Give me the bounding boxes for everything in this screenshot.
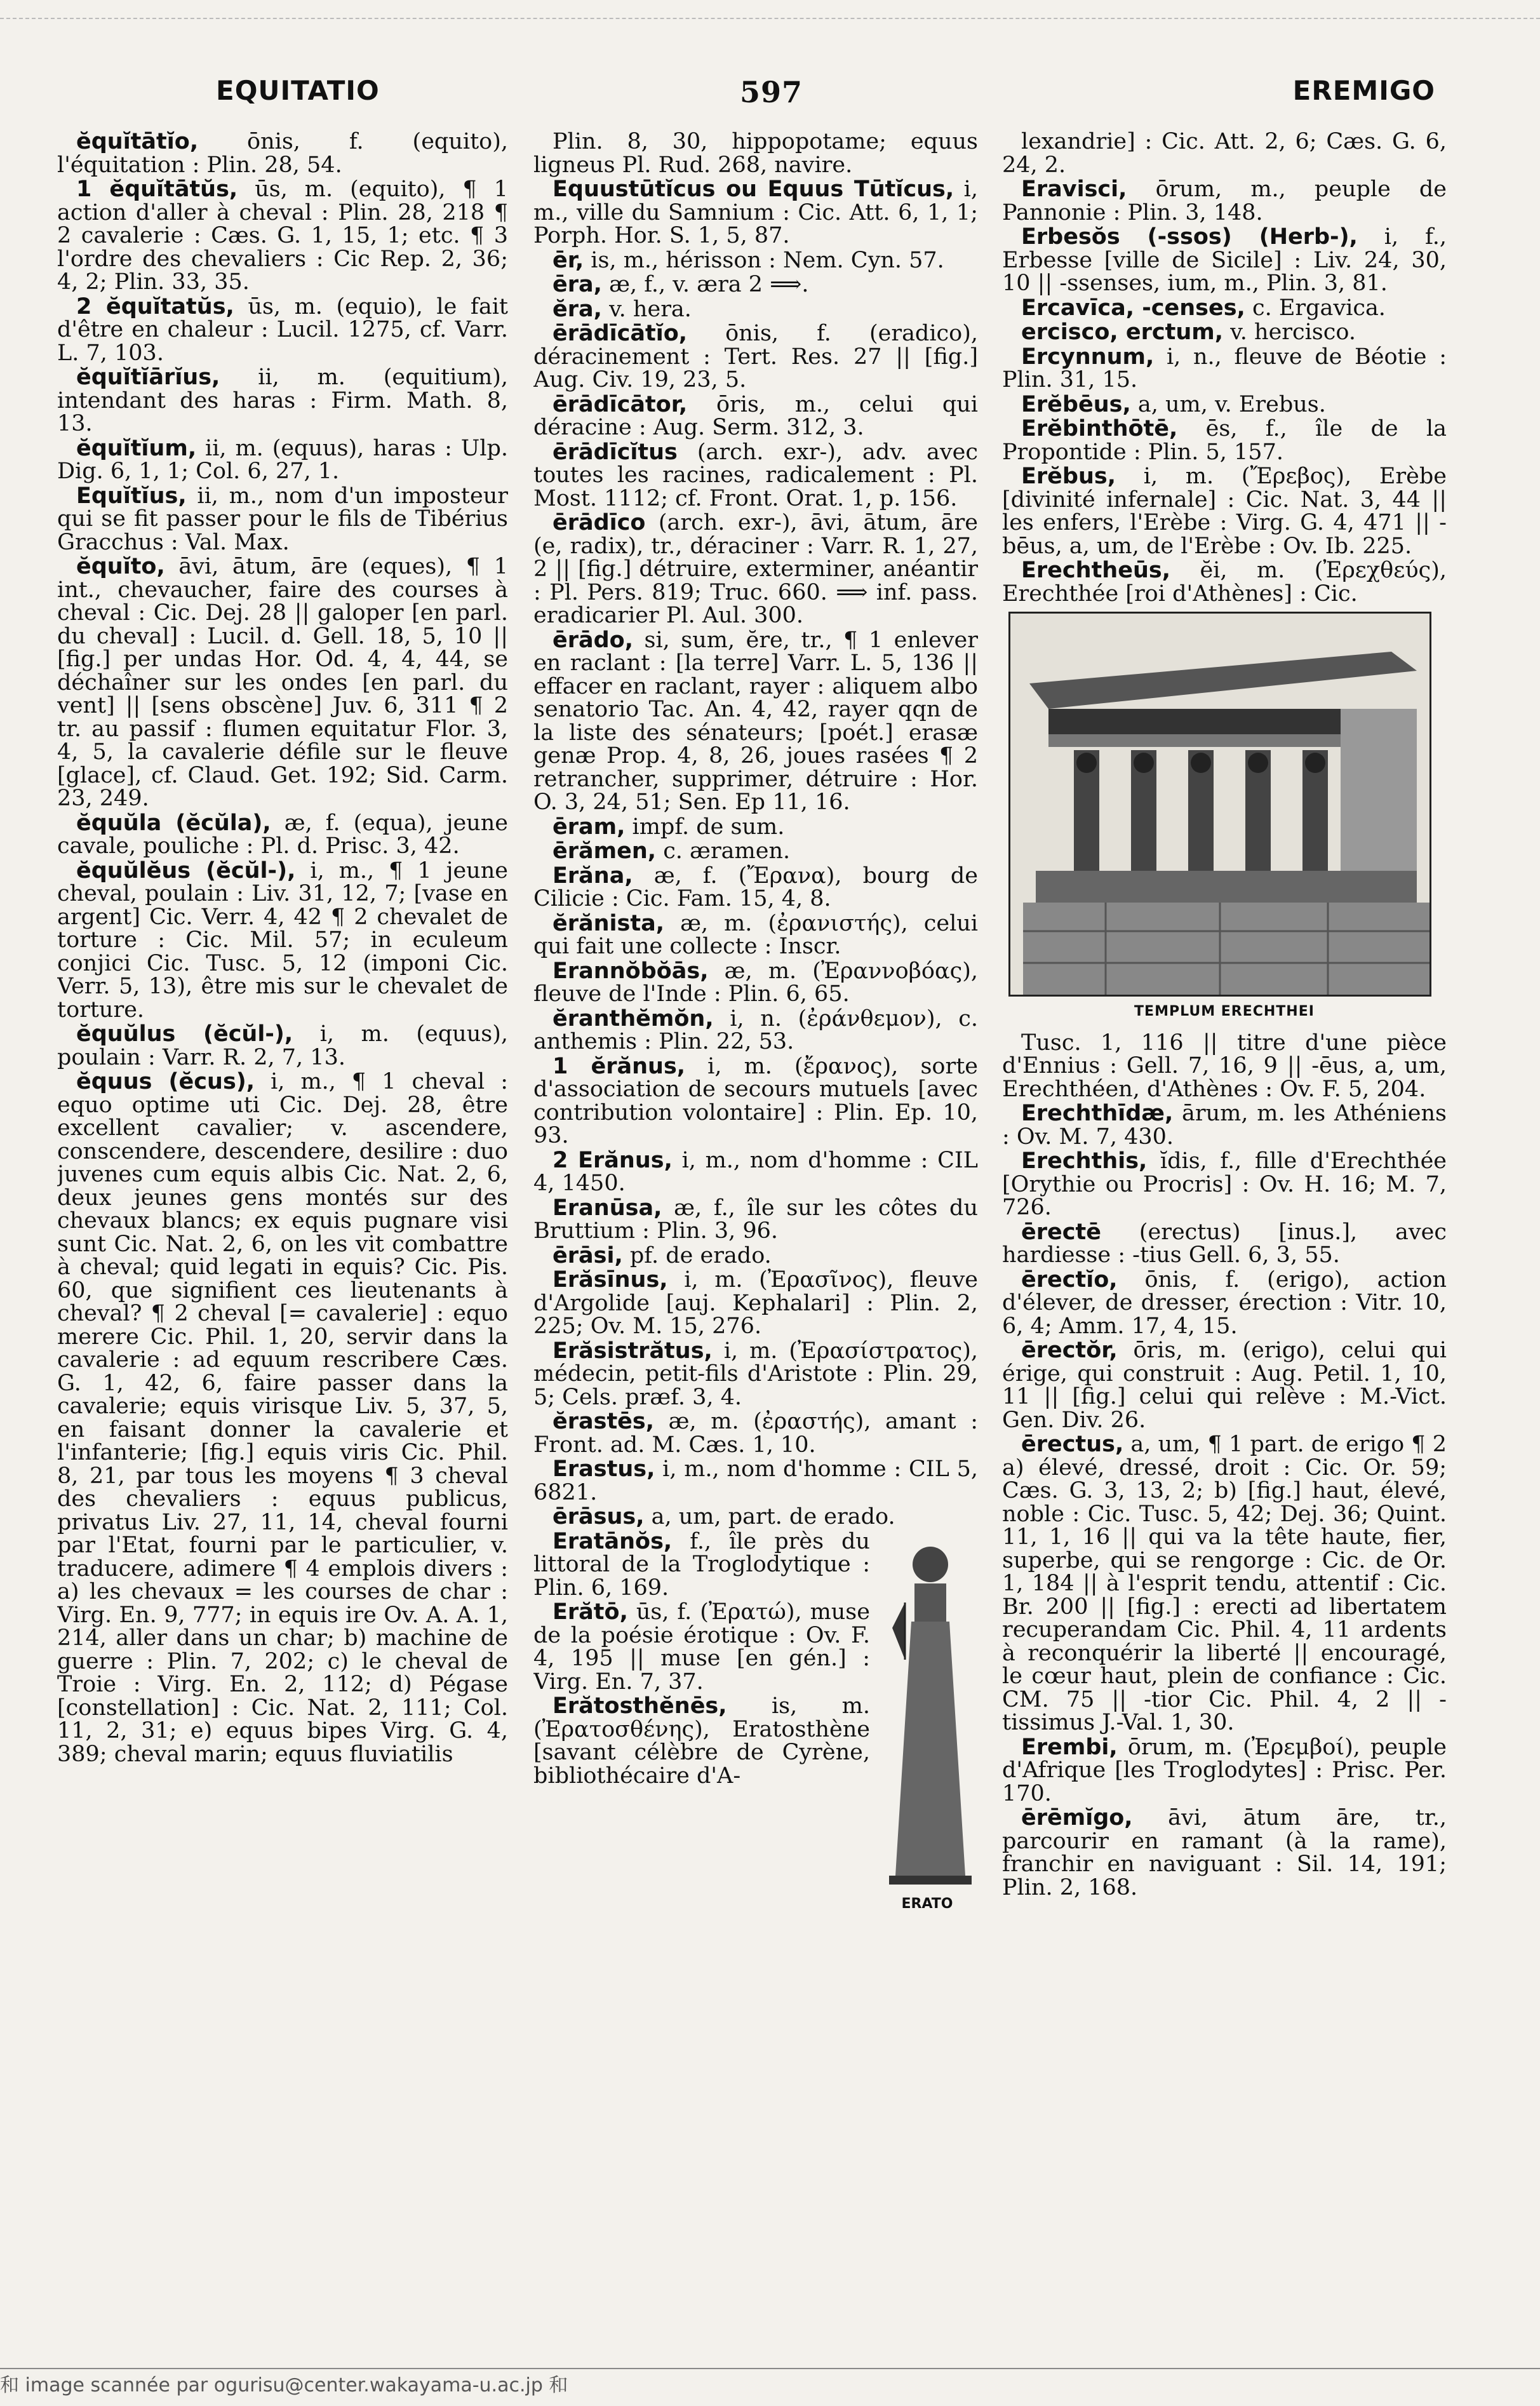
entry-definition: i, n. (ἐράνθεμον), c. anthemis : Plin. 22, 53. <box>533 1005 978 1054</box>
dictionary-entry <box>533 249 978 272</box>
entry-headword: ĕquĭtātĭo, <box>76 130 199 154</box>
dictionary-entry <box>533 864 978 911</box>
dictionary-entry <box>1002 393 1447 417</box>
dictionary-entry <box>57 485 508 554</box>
entry-headword: Equustūtĭcus ou Equus Tūtĭcus, <box>552 177 954 202</box>
entry-definition: ēs, f., île de la Propontide : Plin. 5, 157. <box>1002 416 1447 465</box>
entry-headword: Erembi, <box>1021 1734 1118 1760</box>
entry-definition: c. æramen. <box>663 838 791 864</box>
dictionary-entry <box>1002 1221 1447 1267</box>
entry-headword: Ercynnum, <box>1021 344 1155 370</box>
entry-definition: ōrum, m. (Ἐρεμβοί), peuple d'Afrique [les Troglodytes] : Prisc. Per. 170. <box>1002 1734 1447 1806</box>
entry-headword: Eratānŏs, <box>552 1528 673 1554</box>
dictionary-entry <box>533 178 978 248</box>
entry-headword: Eravisci, <box>1021 177 1127 202</box>
column-3-entries-bottom <box>1002 1032 1447 1900</box>
running-head-right: EREMIGO <box>1292 75 1435 106</box>
entry-headword: Erătosthĕnēs, <box>552 1693 727 1719</box>
entry-definition: a, um, part. de erado. <box>651 1504 895 1529</box>
entry-definition: v. hera. <box>609 296 692 322</box>
page-number: 597 <box>740 75 803 109</box>
entry-headword: Erĕbinthōtē, <box>1021 416 1178 441</box>
dictionary-entry <box>1002 346 1447 392</box>
entry-definition: āvi, ātum, āre (eques), ¶ 1 int., chevaucher, faire des courses à cheval : Cic. Dej. 28 || galoper [en parl. du cheval] : Lucil. d. Gell. 18, 5, 10 || [fig.] per undas Hor. Od. 4, 4, 44, se déchaîner sur les ondes [en parl. du vent] || [sens obscène] Juv. 6, 311 ¶ 2 tr. au passif : flumen equitatur Flor. 3, 4, 5, la cavalerie défile sur le fleuve [glace], cf. Claud. Get. 192; Sid. Carm. 23, 249. <box>57 554 508 811</box>
entry-headword: ĕranthĕmŏn, <box>552 1005 714 1032</box>
erato-illustration <box>876 1533 978 1916</box>
entry-definition: æ, f., v. æra 2 ⟹. <box>609 272 809 297</box>
dictionary-entry <box>533 960 978 1006</box>
entry-definition: æ, f., île sur les côtes du Bruttium : Plin. 3, 96. <box>533 1195 978 1244</box>
entry-definition: (arch. exr-), adv. avec toutes les racines, radicalement : Pl. Most. 1112; cf. Front. Orat. 1, p. 156. <box>533 439 978 511</box>
dictionary-entry <box>533 1197 978 1243</box>
dictionary-column-3 <box>1002 130 1447 2372</box>
entry-definition: ii, m. (equitium), intendant des haras : Firm. Math. 8, 13. <box>57 365 508 436</box>
temple-illustration <box>1008 612 1431 997</box>
entry-definition: is, m., hérisson : Nem. Cyn. 57. <box>591 247 944 273</box>
entry-headword: ĕquŭlĕus (ĕcŭl-), <box>76 857 296 884</box>
entry-headword: Erbesŏs (-ssos) (Herb-), <box>1021 224 1358 250</box>
dictionary-entry <box>1002 130 1447 177</box>
dictionary-entry <box>57 178 508 294</box>
dictionary-entry <box>533 816 978 839</box>
muse-erato-icon <box>880 1533 975 1888</box>
entry-definition: c. Ergavica. <box>1252 295 1386 321</box>
dictionary-entry <box>1002 1150 1447 1220</box>
entry-definition: a, um, ¶ 1 part. de erigo ¶ 2 a) élevé, dressé, droit : Cic. Or. 59; Cæs. G. 3, 13, 2; b) [fig.] haut, élevé, noble : Cic. Tusc. 5, 42; Dej. 36; Quint. 11, 1, 16 || qui va la tête haute, fier, superbe, qui se rengorge : Cic. de Or. 1, 184 || à l'esprit tendu, attentif : Cic. Br. 200 || [fig.] : erecti ad libertatem recuperandam Cic. Phil. 4, 11 ardents à reconquérir la liberté || encouragé, le cœur haut, plein de confiance : Cic. CM. 75 || -tior Cic. Phil. 4, 2 || -tissimus J.-Val. 1, 30. <box>1002 1432 1447 1735</box>
entry-definition: i, m. (equus), poulain : Varr. R. 2, 7, 13. <box>57 1021 508 1070</box>
dictionary-entry <box>533 298 978 321</box>
entry-definition: i, m., nom d'homme : CIL 5, 6821. <box>533 1456 978 1505</box>
entry-headword: ĕquĭtĭum, <box>76 435 197 461</box>
entry-definition: æ, f. (Ἔρανα), bourg de Cilicie : Cic. Fam. 15, 4, 8. <box>533 863 978 911</box>
entry-headword: ĕrastēs, <box>552 1409 655 1434</box>
dictionary-entry <box>1002 417 1447 464</box>
dictionary-entry <box>1002 1736 1447 1806</box>
entry-headword: ērectus, <box>1021 1432 1124 1457</box>
running-head-left: EQUITATIO <box>216 75 380 106</box>
dictionary-entry <box>57 437 508 483</box>
entry-headword: ĕquŭla (ĕcŭla), <box>76 810 271 836</box>
dictionary-entry <box>57 812 508 858</box>
entry-headword: Ercavīca, -censes, <box>1021 295 1245 321</box>
column-2-entries <box>533 130 978 1912</box>
entry-definition: i, m., ville du Samnium : Cic. Att. 6, 1, 1; Porph. Hor. S. 1, 5, 87. <box>533 177 978 248</box>
entry-headword: Erĕbēus, <box>1021 391 1131 417</box>
dictionary-entry <box>1002 321 1447 344</box>
entry-definition: v. hercisco. <box>1230 319 1356 345</box>
dictionary-entry <box>533 1244 978 1268</box>
scan-edge-line <box>0 18 1540 19</box>
dictionary-entry <box>1002 1268 1447 1338</box>
entry-definition: ĭdis, f., fille d'Erechthée [Orythie ou Procris] : Ov. H. 16; M. 7, 726. <box>1002 1148 1447 1220</box>
dictionary-column-2 <box>533 130 978 2372</box>
entry-headword: ērādīcĭtus <box>552 439 678 465</box>
entry-headword: ērādīcātor, <box>552 391 688 417</box>
entry-definition: æ, m. (ἐρανιστής), celui qui fait une collecte : Inscr. <box>533 910 978 959</box>
entry-definition: Tusc. 1, 116 || titre d'une pièce d'Ennius : Gell. 7, 16, 9 || -ēus, a, um, Erechthéen, d'Athènes : Ov. F. 5, 204. <box>1002 1030 1447 1102</box>
entry-definition: (erectus) [inus.], avec hardiesse : -tius Gell. 6, 3, 55. <box>1002 1219 1447 1268</box>
dictionary-column-1 <box>57 130 508 2372</box>
entry-headword: ērādīco <box>552 510 646 535</box>
entry-headword: Erĕbus, <box>1021 464 1116 489</box>
dictionary-entry <box>57 366 508 436</box>
dictionary-entry <box>533 1458 978 1504</box>
scan-credit: 和 image scannée par ogurisu@center.wakayama-u.ac.jp 和 <box>0 2374 568 2396</box>
entry-headword: 2 Erănus, <box>552 1147 673 1173</box>
dictionary-entry <box>1002 1102 1447 1148</box>
entry-definition: ōris, m., celui qui déracine : Aug. Serm. 312, 3. <box>533 391 978 440</box>
dictionary-entry <box>533 441 978 511</box>
dictionary-entry <box>533 130 978 177</box>
entry-definition: i, m. (Ἐρασίστρατος), médecin, petit-fils d'Aristote : Plin. 29, 5; Cels. præf. 3, 4. <box>533 1338 978 1410</box>
dictionary-entry <box>533 1340 978 1409</box>
erato-caption: ERATO <box>901 1896 953 1912</box>
dictionary-entry <box>1002 465 1447 558</box>
entry-headword: Erannŏbŏās, <box>552 958 709 984</box>
entry-headword: ĕquus (ĕcus), <box>76 1069 255 1094</box>
entry-headword: Erechthis, <box>1021 1148 1148 1174</box>
dictionary-entry <box>533 1268 978 1338</box>
entry-headword: 1 ĕquĭtātŭs, <box>76 177 238 202</box>
entry-definition: i, m., ¶ 1 cheval : equo optime uti Cic. Dej. 28, être excellent cavalier; v. ascendere, conscendere, descendere, desilire : duo juvenes cum equis albis Cic. Nat. 2, 6, deux jeunes gens montés sur des chevaux blancs; ex equis pugnare visi sunt Cic. Nat. 2, 6, on les vit combattre à cheval; quid legati in equis? Cic. Pis. 60, que signifient ces lieutenants à cheval? ¶ 2 cheval [= cavalerie] : equo merere Cic. Phil. 1, 20, servir dans la cavalerie : ad equum rescribere Cæs. G. 1, 42, 6, faire passer dans la cavalerie; equis virisque Liv. 5, 37, 5, en faisant donner la cavalerie et l'infanterie; [fig.] equis viris Cic. Phil. 8, 21, par tous les moyens ¶ 3 cheval des chevaliers : equus publicus, privatus Liv. 27, 11, 14, cheval fourni par l'Etat, fourni par le particulier, v. traducere, adimere ¶ 4 emplois divers : a) les chevaux = les courses de char : Virg. En. 9, 777; in equis ire Ov. A. A. 1, 214, aller dans un char; b) machine de guerre : Plin. 7, 202; c) le cheval de Troie : Virg. En. 2, 112; d) Pégase [constellation] : Cic. Nat. 2, 111; Col. 11, 2, 31; e) equus bipes Virg. G. 4, 389; cheval marin; equus fluviatilis <box>57 1069 508 1767</box>
entry-headword: ĕquŭlus (ĕcŭl-), <box>76 1021 293 1047</box>
dictionary-entry <box>57 130 508 177</box>
entry-definition: ārum, m. les Athéniens : Ov. M. 7, 430. <box>1002 1101 1447 1150</box>
entry-headword: Eranūsa, <box>552 1195 662 1221</box>
entry-definition: i, n., fleuve de Béotie : Plin. 31, 15. <box>1002 344 1447 393</box>
dictionary-entry <box>57 1070 508 1766</box>
entry-headword: ĕra, <box>552 296 602 322</box>
entry-definition: a, um, v. Erebus. <box>1137 391 1326 417</box>
entry-definition: (arch. exr-), āvi, ātum, āre (e, radix), tr., déraciner : Varr. R. 1, 27, 2 || [fig.] détruire, exterminer, anéantir : Pl. Pers. 819; Truc. 660. ⟹ inf. pass. eradicarier Pl. Aul. 300. <box>533 510 978 628</box>
entry-definition: ōnis, f. (equito), l'équitation : Plin. 28, 54. <box>57 130 508 178</box>
dictionary-entry <box>57 295 508 365</box>
dictionary-entry <box>1002 178 1447 224</box>
entry-headword: 2 ĕquĭtatŭs, <box>76 293 234 319</box>
entry-headword: Erastus, <box>552 1456 655 1482</box>
entry-definition: ōnis, f. (erigo), action d'élever, de dresser, érection : Vitr. 10, 6, 4; Amm. 17, 4, 15. <box>1002 1267 1447 1339</box>
entry-definition: Plin. 8, 30, hippopotame; equus ligneus Pl. Rud. 268, navire. <box>533 130 978 178</box>
entry-headword: Erăsīnus, <box>552 1267 668 1293</box>
temple-caption: TEMPLUM ERECHTHEI <box>1134 1004 1315 1019</box>
entry-headword: Erăna, <box>552 863 633 889</box>
dictionary-entry <box>1002 1806 1447 1899</box>
entry-headword: ĕrănista, <box>552 910 665 936</box>
entry-definition: ōris, m. (erigo), celui qui érige, qui construit : Aug. Petil. 1, 10, 11 || [fig.] celui qui relève : M.-Vict. Gen. Div. 26. <box>1002 1338 1447 1433</box>
entry-headword: ērāsus, <box>552 1504 645 1529</box>
entry-definition: ii, m. (equus), haras : Ulp. Dig. 6, 1, 1; Col. 6, 27, 1. <box>57 435 508 484</box>
entry-definition: i, m., nom d'homme : CIL 4, 1450. <box>533 1147 978 1196</box>
entry-headword: ērectĭo, <box>1021 1267 1118 1293</box>
entry-definition: f., île près du littoral de la Troglodytique : Plin. 6, 169. <box>533 1528 870 1601</box>
entry-definition: ūs, m. (equio), le fait d'être en chaleur : Lucil. 1275, cf. Varr. L. 7, 103. <box>57 293 508 366</box>
entry-definition: ūs, m. (equito), ¶ 1 action d'aller à cheval : Plin. 28, 218 ¶ 2 cavalerie : Cæs. G. 1, 15, 1; etc. ¶ 3 l'ordre des chevaliers : Cic Rep. 2, 36; 4, 2; Plin. 33, 35. <box>57 177 508 295</box>
entry-headword: ēram, <box>552 814 626 840</box>
dictionary-entry <box>533 1007 978 1054</box>
entry-definition: i, m. (ἔρανος), sorte d'association de secours mutuels [avec contribution volontaire] : Plin. Ep. 10, 93. <box>533 1053 978 1148</box>
dictionary-entry <box>1002 1032 1447 1101</box>
entry-definition: æ, m. (ἐραστής), amant : Front. ad. M. Cæs. 1, 10. <box>533 1409 978 1458</box>
column-3-entries-top <box>1002 130 1447 605</box>
entry-definition: āvi, ātum āre, tr., parcourir en ramant (à la rame), franchir en naviguant : Sil. 14, 191; Plin. 2, 168. <box>1002 1805 1447 1900</box>
entry-headword: ērămen, <box>552 838 657 864</box>
erechtheion-icon <box>1010 614 1430 995</box>
entry-headword: ērectŏr, <box>1021 1338 1118 1363</box>
entry-headword: Equĭtĭus, <box>76 483 187 509</box>
entry-definition: ōnis, f. (eradico), déracinement : Tert. Res. 27 || [fig.] Aug. Civ. 19, 23, 5. <box>533 321 978 393</box>
dictionary-entry <box>533 322 978 392</box>
dictionary-entry <box>533 511 978 628</box>
dictionary-entry <box>533 1055 978 1148</box>
entry-headword: Erechtheūs, <box>1021 558 1171 583</box>
entry-headword: Erăsistrătus, <box>552 1338 713 1364</box>
dictionary-entry <box>533 1410 978 1456</box>
dictionary-entry <box>1002 297 1447 320</box>
entry-definition: æ, f. (equa), jeune cavale, pouliche : Pl. d. Prisc. 3, 42. <box>57 810 508 859</box>
dictionary-entry <box>533 629 978 814</box>
entry-definition: is, m. (Ἐρατοσθένης), Eratosthène [savant célèbre de Cyrène, bibliothécaire d'A- <box>533 1693 870 1789</box>
entry-headword: Erătō, <box>552 1599 628 1625</box>
entry-definition: i, m., ¶ 1 jeune cheval, poulain : Liv. 31, 12, 7; [vase en argent] Cic. Verr. 4, 42 ¶ 2 chevalet de torture : Cic. Mil. 57; in eculeum conjici Cic. Tusc. 5, 12 (imponi Cic. Verr. 5, 13), être mis sur le chevalet de torture. <box>57 857 508 1023</box>
entry-headword: ĕquĭtĭārĭus, <box>76 365 220 390</box>
dictionary-entry <box>533 1149 978 1195</box>
entry-headword: ercisco, erctum, <box>1021 319 1224 345</box>
entry-headword: ērādo, <box>552 627 634 653</box>
dictionary-entry <box>533 840 978 863</box>
entry-headword: ērēmĭgo, <box>1021 1805 1133 1831</box>
entry-headword: ērādīcātĭo, <box>552 321 688 346</box>
dictionary-entry <box>533 273 978 297</box>
entry-definition: ii, m., nom d'un imposteur qui se fit passer pour le fils de Tibérius Gracchus : Val. Max. <box>57 483 508 555</box>
entry-definition: i, m. (Ἔρεβος), Erèbe [divinité infernale] : Cic. Nat. 3, 44 || les enfers, l'Erèbe : Virg. G. 4, 471 || -bēus, a, um, de l'Erèbe : Ov. Ib. 225. <box>1002 464 1447 559</box>
entry-definition: ōrum, m., peuple de Pannonie : Plin. 3, 148. <box>1002 177 1447 225</box>
dictionary-entry <box>57 1023 508 1069</box>
entry-definition: pf. de erado. <box>629 1242 772 1268</box>
entry-definition: i, f., Erbesse [ville de Sicile] : Liv. 24, 30, 10 || -ssenses, ium, m., Plin. 3, 81. <box>1002 224 1447 296</box>
entry-headword: ērāsi, <box>552 1242 623 1268</box>
dictionary-entry <box>1002 225 1447 295</box>
entry-definition: ĕi, m. (Ἐρεχθεύς), Erechthée [roi d'Athènes] : Cic. <box>1002 558 1447 607</box>
entry-definition: i, m. (Ἐρασῖνος), fleuve d'Argolide [auj. Kephalari] : Plin. 2, 225; Ov. M. 15, 276. <box>533 1267 978 1339</box>
entry-headword: ĕquĭto, <box>76 554 165 579</box>
entry-definition: si, sum, ĕre, tr., ¶ 1 enlever en raclant : [la terre] Varr. L. 5, 136 || effacer en raclant, rayer : aliquem albo senatorio Tac. An. 4, 42, rayer qqn de la liste des sénateurs; [poét.] erasæ genæ Prop. 4, 8, 26, joues rasées ¶ 2 retrancher, supprimer, détruire : Hor. O. 3, 24, 51; Sen. Ep 11, 16. <box>533 627 978 815</box>
entry-definition: ūs, f. (Ἐρατώ), muse de la poésie érotique : Ov. F. 4, 195 || muse [en gén.] : Virg. En. 7, 37. <box>533 1599 870 1695</box>
dictionary-entry <box>1002 559 1447 605</box>
entry-definition: lexandrie] : Cic. Att. 2, 6; Cæs. G. 6, 24, 2. <box>1002 130 1447 178</box>
entry-headword: ēra, <box>552 272 602 297</box>
dictionary-entry <box>57 859 508 1022</box>
entry-headword: 1 ĕrănus, <box>552 1053 686 1079</box>
entry-headword: Erechthīdæ, <box>1021 1101 1174 1126</box>
entry-headword: ērectē <box>1021 1219 1101 1245</box>
dictionary-entry <box>533 1505 978 1529</box>
dictionary-entry <box>533 393 978 440</box>
entry-definition: impf. de sum. <box>632 814 785 840</box>
dictionary-entry <box>1002 1433 1447 1735</box>
entry-headword: ēr, <box>552 247 584 273</box>
entry-definition: æ, m. (Ἐραννοβόας), fleuve de l'Inde : Plin. 6, 65. <box>533 958 978 1007</box>
dictionary-entry <box>1002 1339 1447 1432</box>
dictionary-entry <box>57 555 508 810</box>
dictionary-entry <box>533 912 978 958</box>
